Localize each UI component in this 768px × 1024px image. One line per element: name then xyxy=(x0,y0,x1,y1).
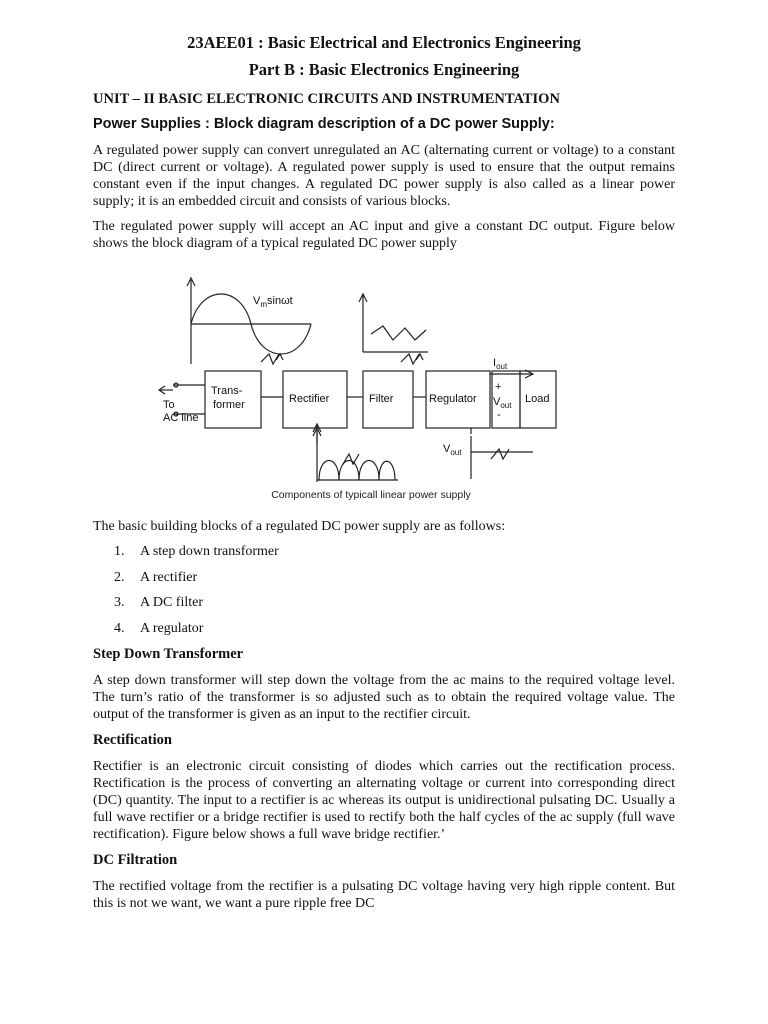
vout-minus-label: - xyxy=(497,409,501,421)
step-down-paragraph: A step down transformer will step down the voltage from the ac mains to the required voltage level. The turn’s ratio of the transformer is so adjusted such as to obtain the required voltage value. The output of the transformer is given as an input to the rectifier circuit. xyxy=(93,673,675,722)
rectification-paragraph: Rectifier is an electronic circuit consisting of diodes which carries out the rectification process. Rectification is the process of converting an alternating voltage or current into corresponding direct (DC) quantity. The input to a rectifier is ac whereas its output is unidirectional pulsating DC. Usually a full wave rectifier or a bridge rectifier is used to rectify both the half cycles of the ac supply (full wave rectification). Figure below shows a full wave bridge rectifier.’ xyxy=(93,759,675,842)
vout-block-label: $V_{out}$ xyxy=(493,396,512,410)
section-heading: Power Supplies : Block diagram description of a DC power Supply: xyxy=(93,116,555,132)
course-title: 23AEE01 : Basic Electrical and Electronics Engineering xyxy=(187,33,581,52)
unit-title: UNIT – II BASIC ELECTRONIC CIRCUITS AND INSTRUMENTATION xyxy=(93,91,560,107)
block-diagram-svg xyxy=(93,274,675,514)
part-title: Part B : Basic Electronics Engineering xyxy=(248,60,520,79)
transformer-label-2: former xyxy=(213,399,245,411)
to-label: To xyxy=(163,399,175,411)
filter-label: Filter xyxy=(369,393,394,405)
iout-label: $I_{out}$ xyxy=(493,357,508,371)
vm-sinwt-label: $V_m\sin\omega t$ xyxy=(253,295,293,309)
step-down-heading: Step Down Transformer xyxy=(93,646,244,662)
dc-filtration-paragraph: The rectified voltage from the rectifier is a pulsating DC voltage having very high ripple content. But this is not we want, we want a pure ripple free DC xyxy=(93,879,675,911)
load-label: Load xyxy=(525,393,550,405)
dc-filtration-heading: DC Filtration xyxy=(93,852,178,868)
power-supply-block-diagram xyxy=(93,274,675,514)
ac-line-label: AC line xyxy=(163,412,199,424)
regulator-label: Regulator xyxy=(429,393,477,405)
figure-caption: Components of typicall linear power supply xyxy=(271,489,471,501)
blocks-list xyxy=(93,543,675,637)
vout-graph-label: $V_{out}$ xyxy=(443,443,462,457)
intro-paragraph-2: The regulated power supply will accept an AC input and give a constant DC output. Figure below shows the block diagram of a typical regulated DC power supply xyxy=(93,219,675,251)
intro-paragraph-1: A regulated power supply can convert unregulated an AC (alternating current or voltage) to a constant DC (direct current or voltage). A regulated power supply is used to ensure that the output remains constant even if the input changes. A regulated DC power supply is also called as a linear power supply; it is an embedded circuit and consists of various blocks. xyxy=(93,143,675,209)
list-item: 3. A DC filter xyxy=(114,595,203,610)
rectification-heading: Rectification xyxy=(93,732,172,748)
transformer-label-1: Trans- xyxy=(211,385,243,397)
list-item: 1. A step down transformer xyxy=(114,544,279,559)
rectifier-label: Rectifier xyxy=(289,393,330,405)
list-item: 2. A rectifier xyxy=(114,569,198,585)
list-item: 4. A regulator xyxy=(114,620,204,636)
blocks-intro: The basic building blocks of a regulated DC power supply are as follows: xyxy=(93,519,506,534)
vout-plus-label: + xyxy=(495,381,502,393)
